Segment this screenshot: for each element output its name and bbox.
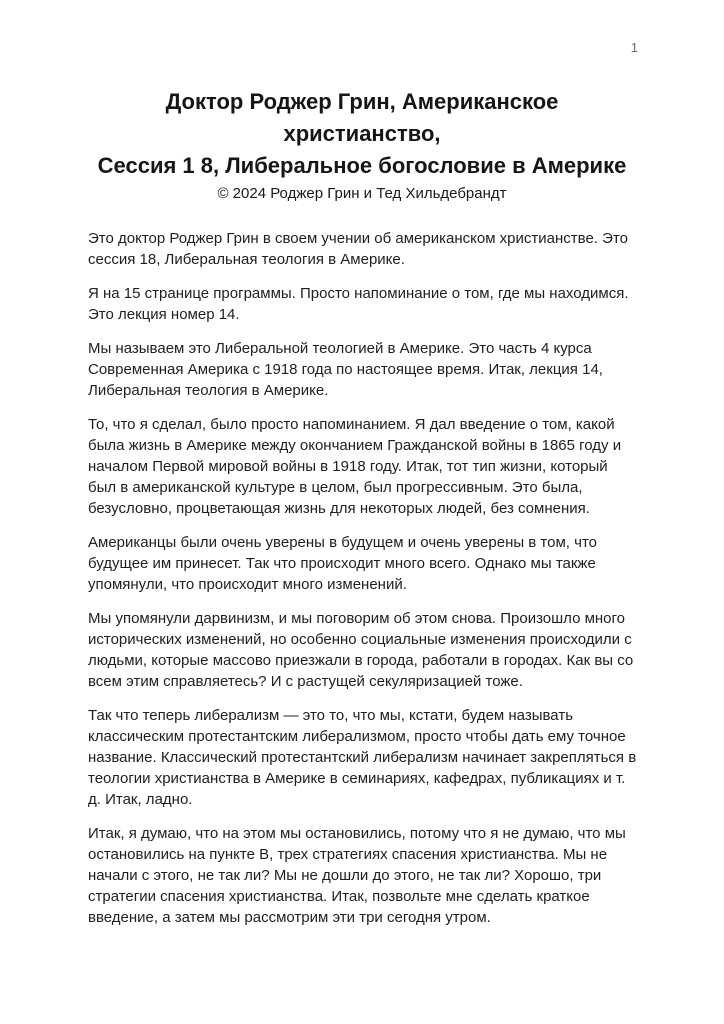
copyright-line: © 2024 Роджер Грин и Тед Хильдебрандт xyxy=(217,185,507,202)
paragraph-1: Это доктор Роджер Грин в своем учении об американском христианстве. Это сессия 18, Либеральная теология в Америке. xyxy=(88,230,628,268)
paragraph-5: Американцы были очень уверены в будущем и очень уверены в том, что будущее им принесет. Так что происходит много всего. Однако мы также упомянули, что происходит много изменений. xyxy=(88,534,597,593)
paragraph-6: Мы упомянули дарвинизм, и мы поговорим об этом снова. Произошло много исторических изменений, но особенно социальные изменения происходили с людьми, которые массово приезжали в города, работали в городах. Как вы со всем этим справляетесь? И с растущей секуляризацией тоже. xyxy=(88,610,634,690)
paragraph-4: То, что я сделал, было просто напоминанием. Я дал введение о том, какой была жизнь в Америке между окончанием Гражданской войны в 1865 году и началом Первой мировой войны в 1918 году. Итак, тот тип жизни, который был в американской культуре в целом, был прогрессивным. Это была, безусловно, процветающая жизнь для некоторых людей, без сомнения. xyxy=(88,416,622,517)
document-title xyxy=(0,86,724,182)
title-line-3: Сессия 1 8, Либеральное богословие в Америке xyxy=(97,153,627,178)
paragraph-7: Так что теперь либерализм — это то, что мы, кстати, будем называть классическим протестантским либерализмом, просто чтобы дать ему точное название. Классический протестантский либерализм начинает закрепляться в теологии христианства в Америке в семинариях, кафедрах, публикациях и т. д. Итак, ладно. xyxy=(88,707,637,808)
paragraph-8: Итак, я думаю, что на этом мы остановились, потому что я не думаю, что мы остановились на пункте B, трех стратегиях спасения христианства. Мы не начали с этого, не так ли? Мы не дошли до этого, не так ли? Хорошо, три стратегии спасения христианства. Итак, позвольте мне сделать краткое введение, а затем мы рассмотрим эти три сегодня утром. xyxy=(88,825,626,926)
title-line-2: христианство, xyxy=(283,121,441,146)
page-number: 1 xyxy=(630,40,638,55)
paragraph-2: Я на 15 странице программы. Просто напоминание о том, где мы находимся. Это лекция номер 14. xyxy=(88,285,629,323)
title-line-1: Доктор Роджер Грин, Американское xyxy=(165,89,559,114)
document-header xyxy=(0,0,724,204)
paragraph-3: Мы называем это Либеральной теологией в Америке. Это часть 4 курса Современная Америка с 1918 года по настоящее время. Итак, лекция 14, Либеральная теология в Америке. xyxy=(88,340,603,399)
document-body xyxy=(88,228,638,928)
